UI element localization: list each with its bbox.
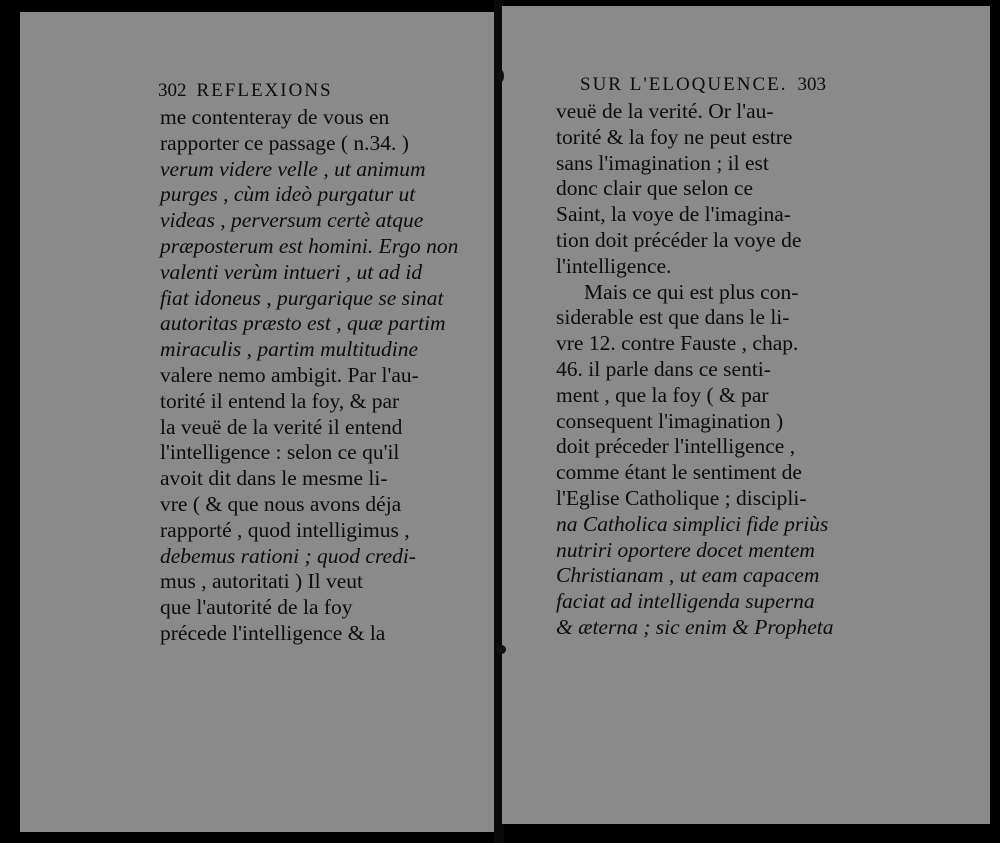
text-line: & æterna ; sic enim & Propheta bbox=[556, 614, 834, 639]
text-line: valenti verùm intueri , ut ad id bbox=[160, 259, 423, 284]
text-line: na Catholica simplici fide priùs bbox=[556, 511, 829, 536]
text-line: valere nemo ambigit. Par l'au- bbox=[160, 362, 419, 387]
text-line: verum videre velle , ut animum bbox=[160, 156, 426, 181]
text-line: ment , que la foy ( & par bbox=[556, 382, 769, 407]
ink-spot bbox=[498, 70, 504, 82]
text-line: l'Eglise Catholique ; discipli- bbox=[556, 485, 807, 510]
text-line: que l'autorité de la foy bbox=[160, 595, 353, 620]
right-page-text bbox=[556, 99, 840, 641]
text-line: videas , perversum certè atque bbox=[160, 208, 424, 233]
ink-spot bbox=[497, 645, 506, 654]
right-page bbox=[502, 6, 990, 824]
text-line: comme étant le sentiment de bbox=[556, 460, 802, 485]
text-line: purges , cùm ideò purgatur ut bbox=[160, 182, 416, 207]
text-line: la veuë de la verité il entend bbox=[160, 414, 403, 439]
text-line: autoritas præsto est , quæ partim bbox=[160, 311, 446, 336]
text-line: Christianam , ut eam capacem bbox=[556, 563, 820, 588]
text-line: torité & la foy ne peut estre bbox=[556, 124, 793, 149]
left-page-text bbox=[160, 105, 459, 647]
text-line: debemus rationi ; quod credi- bbox=[160, 543, 416, 568]
right-running-header bbox=[580, 74, 826, 96]
text-line: miraculis , partim multitudine bbox=[160, 337, 418, 362]
text-line: siderable est que dans le li- bbox=[556, 305, 790, 330]
text-line: 46. il parle dans ce senti- bbox=[556, 356, 771, 381]
text-line: doit préceder l'intelligence , bbox=[556, 434, 796, 459]
text-line: tion doit précéder la voye de bbox=[556, 227, 802, 252]
text-line: vre 12. contre Fauste , chap. bbox=[556, 331, 799, 356]
text-line: Saint, la voye de l'imagina- bbox=[556, 202, 791, 227]
left-running-head: REFLEXIONS bbox=[196, 80, 333, 101]
text-line: nutriri oportere docet mentem bbox=[556, 537, 815, 562]
right-running-head: SUR L'ELOQUENCE. bbox=[580, 74, 788, 95]
left-running-header bbox=[158, 80, 333, 102]
text-line: faciat ad intelligenda superna bbox=[556, 589, 815, 614]
text-line: rapporter ce passage ( n.34. ) bbox=[160, 130, 409, 155]
text-line: me contenteray de vous en bbox=[160, 105, 390, 129]
text-line: torité il entend la foy, & par bbox=[160, 388, 400, 413]
text-line: sans l'imagination ; il est bbox=[556, 150, 769, 175]
text-line: mus , autoritati ) Il veut bbox=[160, 569, 364, 594]
text-line: l'intelligence : selon ce qu'il bbox=[160, 440, 400, 465]
left-page-number: 302 bbox=[158, 80, 187, 101]
text-line: l'intelligence. bbox=[556, 253, 672, 278]
text-line: Mais ce qui est plus con- bbox=[584, 279, 799, 304]
text-line: avoit dit dans le mesme li- bbox=[160, 466, 388, 491]
text-line: consequent l'imagination ) bbox=[556, 408, 784, 433]
text-line: donc clair que selon ce bbox=[556, 176, 753, 201]
text-line: veuë de la verité. Or l'au- bbox=[556, 99, 774, 123]
right-page-number: 303 bbox=[797, 74, 826, 95]
text-line: præposterum est homini. Ergo non bbox=[160, 233, 459, 258]
left-page bbox=[20, 12, 496, 832]
text-line: rapporté , quod intelligimus , bbox=[160, 517, 410, 542]
text-line: précede l'intelligence & la bbox=[160, 620, 386, 645]
text-line: vre ( & que nous avons déja bbox=[160, 491, 402, 516]
text-line: fiat idoneus , purgarique se sinat bbox=[160, 285, 444, 310]
